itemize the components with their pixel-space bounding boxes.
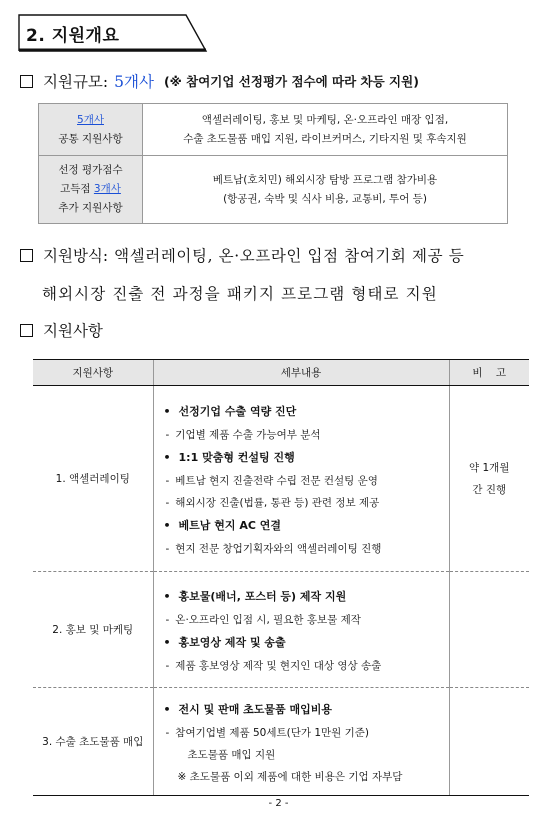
checkbox-square-icon [20,75,33,88]
summary-label-line: 5개사 [77,113,104,126]
summary-table [38,103,508,224]
scale-row [20,70,419,92]
detail-sub: - 제품 홍보영상 제작 및 현지인 대상 영상 송출 [164,655,443,677]
detail-sub: - 현지 전문 창업기획자와의 액셀러레이팅 진행 [164,538,443,560]
detail-cell [153,572,449,688]
summary-row [39,156,508,224]
detail-bullet: • 선정기업 수출 역량 진단 [164,400,443,424]
section-title: 2. 지원개요 [26,26,120,46]
section-header [18,14,208,52]
header-cell: 지원사항 [33,360,153,386]
detail-bullet: • 전시 및 판매 초도물품 매입비용 [164,698,443,722]
summary-label-line [43,180,138,199]
summary-label-count: 3개사 [93,183,121,195]
detail-sub: - 해외시장 진출(법률, 통관 등) 관련 정보 제공 [164,492,443,514]
header-cell: 세부내용 [153,360,449,386]
remark-line: 간 진행 [472,483,507,496]
summary-content-line: (항공권, 숙박 및 식사 비용, 교통비, 투어 등) [223,192,427,205]
detail-table [33,359,529,796]
table-row [33,386,529,572]
method-row [20,244,464,266]
scale-note: (※ 참여기업 선정평가 점수에 따라 차등 지원) [163,74,419,89]
table-row [33,688,529,796]
table-row [33,572,529,688]
details-heading: 지원사항 [43,322,103,340]
detail-bullet: • 홍보물(배너, 포스터 등) 제작 지원 [164,585,443,609]
summary-content-cell [143,156,508,224]
page-number: - 2 - [268,798,289,809]
summary-content-cell [143,104,508,156]
detail-sub: - 기업별 제품 수출 가능여부 분석 [164,424,443,446]
detail-sub: - 베트남 현지 진출전략 수립 전문 컨설팅 운영 [164,470,443,492]
method-line-2: 해외시장 진출 전 과정을 패키지 프로그램 형태로 지원 [42,285,438,303]
item-cell: 2. 홍보 및 마케팅 [33,572,153,688]
summary-label-cell [39,156,143,224]
scale-value: 5개사 [114,73,154,91]
summary-content-line: 베트남(호치민) 해외시장 탐방 프로그램 참가비용 [212,173,438,186]
detail-cell [153,386,449,572]
summary-content-line: 액셀러레이팅, 홍보 및 마케팅, 온·오프라인 매장 입점, [201,113,449,126]
detail-bullet: • 베트남 현지 AC 연결 [164,514,443,538]
detail-bullet: • 1:1 맞춤형 컨설팅 진행 [164,446,443,470]
item-cell: 1. 액셀러레이팅 [33,386,153,572]
header-cell: 비 고 [449,360,529,386]
summary-label-line: 추가 지원사항 [58,202,123,214]
detail-sub-cont: 초도물품 매입 지원 [187,748,276,761]
remark-cell [449,688,529,796]
method-label: 지원방식: [43,247,109,265]
summary-label-cell [39,104,143,156]
details-heading-row [20,319,103,341]
summary-label-line: 공통 지원사항 [58,132,123,145]
detail-cell [153,688,449,796]
remark-cell [449,572,529,688]
summary-row [39,104,508,156]
detail-header-row [33,360,529,386]
detail-reference-note: ※ 초도물품 이외 제품에 대한 비용은 기업 자부담 [177,770,403,783]
summary-content-line: 수출 초도물품 매입 지원, 라이브커머스, 기타지원 및 후속지원 [183,132,467,145]
checkbox-square-icon [20,249,33,262]
method-row-2 [42,282,438,304]
remark-line: 약 1개월 [469,461,510,474]
detail-bullet: • 홍보영상 제작 및 송출 [164,631,443,655]
detail-sub: - 참여기업별 제품 50세트(단가 1만원 기준) [164,722,443,744]
method-line-1: 액셀러레이팅, 온·오프라인 입점 참여기회 제공 등 [114,247,465,265]
remark-cell [449,386,529,572]
scale-label: 지원규모: [43,73,109,91]
checkbox-square-icon [20,324,33,337]
item-cell: 3. 수출 초도물품 매입 [33,688,153,796]
detail-sub: - 온·오프라인 입점 시, 필요한 홍보물 제작 [164,609,443,631]
summary-label-part: 고득점 [60,183,91,195]
summary-label-line: 선정 평가점수 [58,164,123,176]
